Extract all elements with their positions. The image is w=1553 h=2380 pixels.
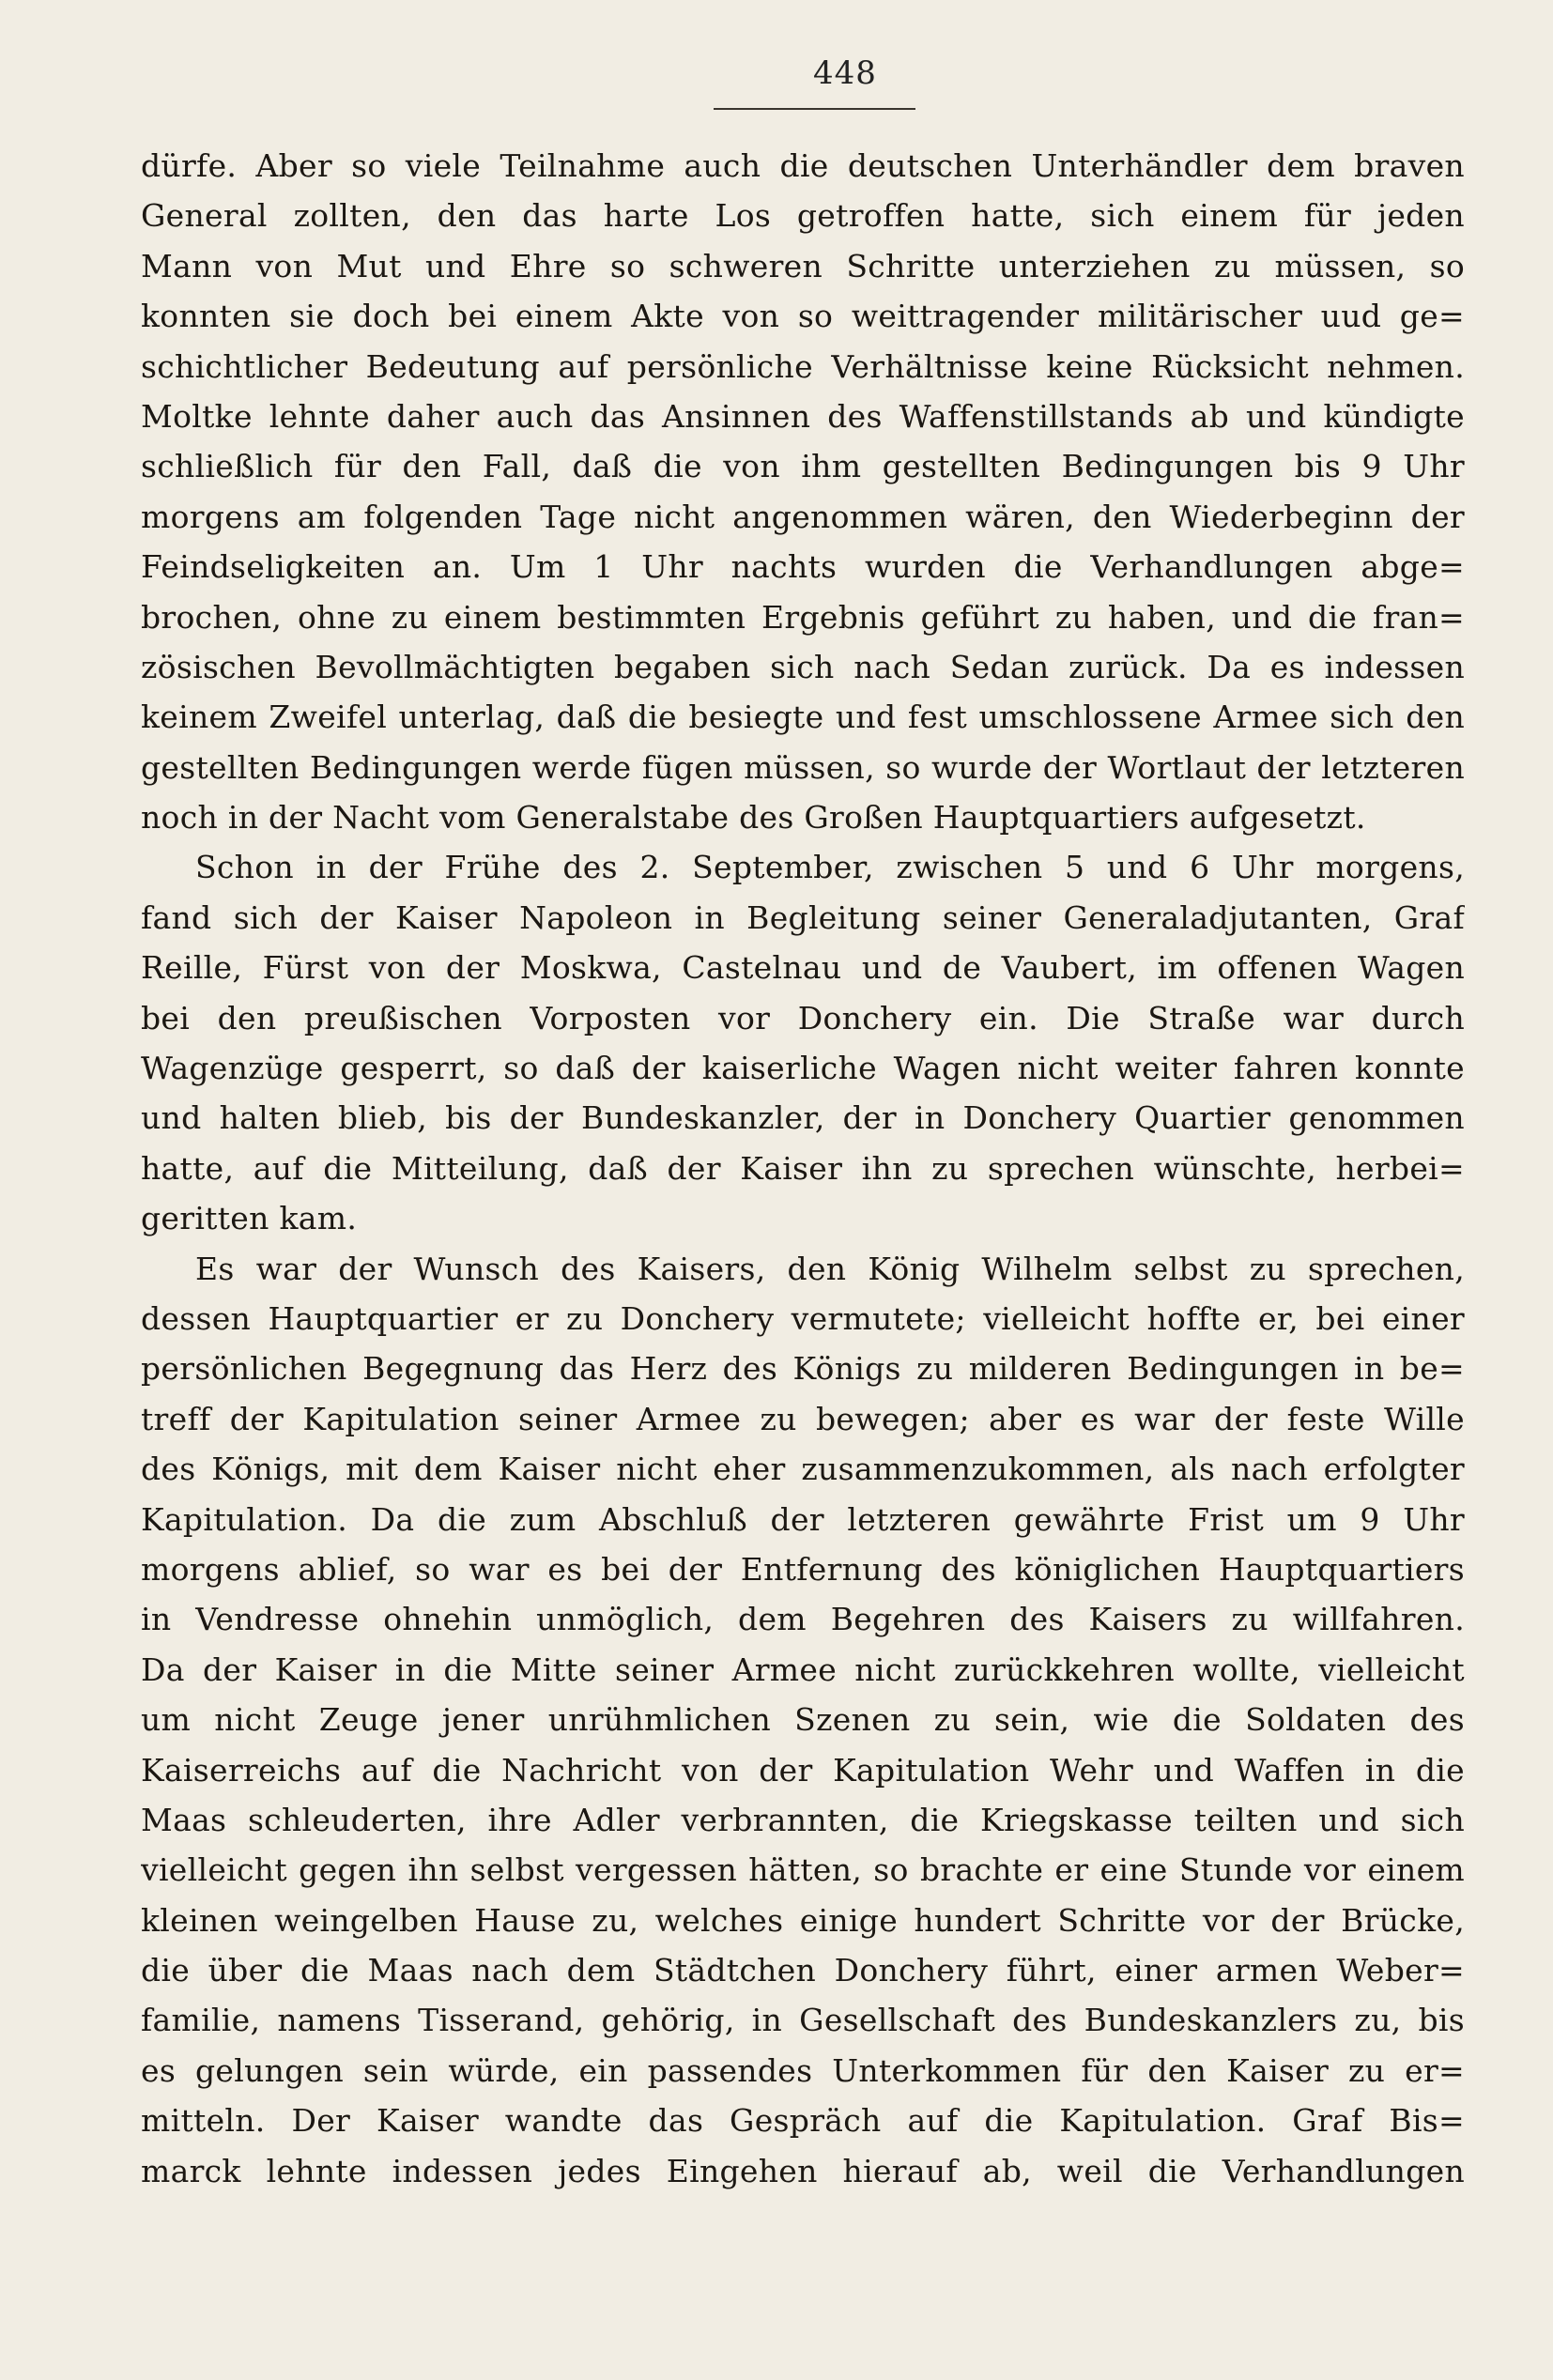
text-line: noch in der Nacht vom Generalstabe des Großen Hauptquartiers aufgesetzt.: [141, 799, 1366, 837]
paragraph: [141, 842, 1465, 1243]
text-line: familie, namens Tisserand, gehörig, in Gesellschaft des Bundeskanzlers zu, bis: [141, 2002, 1465, 2039]
text-line: konnten sie doch bei einem Akte von so weittragender militärischer uud ge=: [141, 298, 1465, 335]
text-line: keinem Zweifel unterlag, daß die besiegte und fest umschlossene Armee sich den: [141, 699, 1465, 736]
body-text: [141, 141, 1465, 2196]
text-line: Mann von Mut und Ehre so schweren Schritte unterziehen zu müssen, so: [141, 247, 1465, 284]
text-line: Reille, Fürst von der Moskwa, Castelnau und de Vaubert, im offenen Wagen: [141, 949, 1465, 987]
text-line: in Vendresse ohnehin unmöglich, dem Begehren des Kaisers zu willfahren.: [141, 1601, 1465, 1638]
text-line: fand sich der Kaiser Napoleon in Begleitung seiner Generaladjutanten, Graf: [141, 898, 1465, 936]
text-line: brochen, ohne zu einem bestimmten Ergebnis geführt zu haben, und die fran=: [141, 598, 1465, 636]
text-line: Moltke lehnte daher auch das Ansinnen des Waffenstillstands ab und kündigte: [141, 397, 1465, 435]
text-line: um nicht Zeuge jener unrühmlichen Szenen zu sein, wie die Soldaten des: [141, 1701, 1465, 1739]
text-line: geritten kam.: [141, 1200, 358, 1237]
text-line: morgens ablief, so war es bei der Entfernung des königlichen Hauptquartiers: [141, 1550, 1465, 1588]
text-line: Wagenzüge gesperrt, so daß der kaiserliche Wagen nicht weiter fahren konnte: [141, 1050, 1465, 1087]
text-line: marck lehnte indessen jedes Eingehen hierauf ab, weil die Verhandlungen: [141, 2152, 1465, 2189]
text-line: kleinen weingelben Hause zu, welches einige hundert Schritte vor der Brücke,: [141, 1901, 1465, 1939]
text-line: dürfe. Aber so viele Teilnahme auch die deutschen Unterhändler dem braven: [141, 147, 1465, 184]
text-line: schließlich für den Fall, daß die von ihm gestellten Bedingungen bis 9 Uhr: [141, 448, 1465, 485]
text-line: Maas schleuderten, ihre Adler verbrannten, die Kriegskasse teilten und sich: [141, 1801, 1465, 1838]
text-line: und halten blieb, bis der Bundeskanzler, der in Donchery Quartier genommen: [141, 1099, 1465, 1137]
text-line: persönlichen Begegnung das Herz des Königs zu milderen Bedingungen in be=: [141, 1350, 1465, 1388]
text-line: mitteln. Der Kaiser wandte das Gespräch auf die Kapitulation. Graf Bis=: [141, 2102, 1465, 2140]
text-line: Schon in der Frühe des 2. September, zwischen 5 und 6 Uhr morgens,: [195, 849, 1465, 886]
text-line: General zollten, den das harte Los getroffen hatte, sich einem für jeden: [141, 197, 1465, 235]
text-line: die über die Maas nach dem Städtchen Donchery führt, einer armen Weber=: [141, 1952, 1465, 1989]
text-line: es gelungen sein würde, ein passendes Unterkommen für den Kaiser zu er=: [141, 2051, 1465, 2089]
paragraph: [141, 1244, 1465, 2196]
text-line: vielleicht gegen ihn selbst vergessen hätten, so brachte er eine Stunde vor einem: [141, 1851, 1465, 1889]
text-line: Kaiserreichs auf die Nachricht von der Kapitulation Wehr und Waffen in die: [141, 1751, 1465, 1789]
text-line: Da der Kaiser in die Mitte seiner Armee nicht zurückkehren wollte, vielleicht: [141, 1651, 1465, 1688]
text-line: Feindseligkeiten an. Um 1 Uhr nachts wurden die Verhandlungen abge=: [141, 548, 1465, 586]
text-line: treff der Kapitulation seiner Armee zu bewegen; aber es war der feste Wille: [141, 1400, 1465, 1437]
page-number: 448: [813, 54, 877, 92]
text-line: des Königs, mit dem Kaiser nicht eher zusammenzukommen, als nach erfolgter: [141, 1451, 1465, 1488]
text-line: morgens am folgenden Tage nicht angenommen wären, den Wiederbeginn der: [141, 498, 1465, 535]
text-line: hatte, auf die Mitteilung, daß der Kaiser ihn zu sprechen wünschte, herbei=: [141, 1149, 1465, 1187]
text-line: gestellten Bedingungen werde fügen müssen, so wurde der Wortlaut der letzteren: [141, 748, 1465, 786]
text-line: dessen Hauptquartier er zu Donchery vermutete; vielleicht hoffte er, bei einer: [141, 1299, 1465, 1337]
text-line: zösischen Bevollmächtigten begaben sich nach Sedan zurück. Da es indessen: [141, 648, 1465, 685]
paragraph: [141, 141, 1465, 842]
text-line: Es war der Wunsch des Kaisers, den König Wilhelm selbst zu sprechen,: [195, 1250, 1465, 1287]
header-rule: [714, 108, 915, 110]
text-line: Kapitulation. Da die zum Abschluß der letzteren gewährte Frist um 9 Uhr: [141, 1500, 1465, 1538]
text-line: bei den preußischen Vorposten vor Donchery ein. Die Straße war durch: [141, 999, 1465, 1036]
text-line: schichtlicher Bedeutung auf persönliche Verhältnisse keine Rücksicht nehmen.: [141, 347, 1465, 385]
